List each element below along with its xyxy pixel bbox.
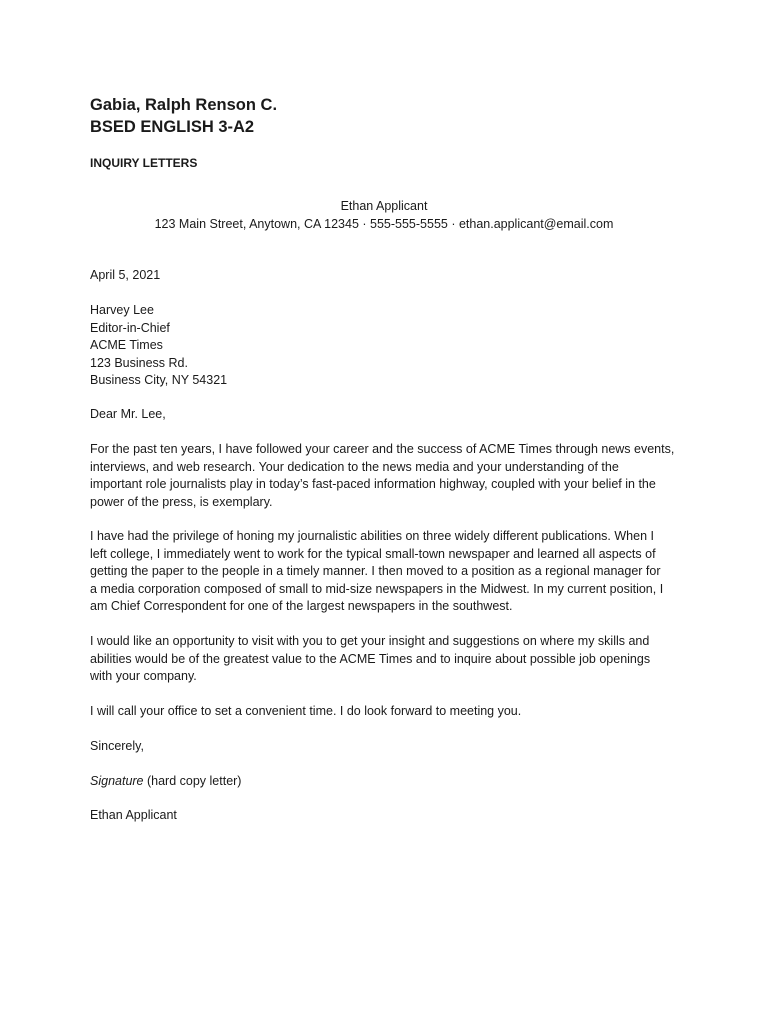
letter-date: April 5, 2021 xyxy=(90,268,161,282)
paragraph-line: abilities would be of the greatest value to the ACME Times and to inquire about possible job openings xyxy=(90,651,651,666)
recipient-title: Editor-in-Chief xyxy=(90,320,170,335)
paragraph-line: with your company. xyxy=(90,669,197,683)
paragraph-line: interviews, and web research. Your dedication to the news media and your understanding of the xyxy=(90,459,619,474)
salutation: Dear Mr. Lee, xyxy=(90,407,166,421)
body-paragraph-2 xyxy=(90,528,690,616)
paragraph-line: a media corporation composed of small to mid-size newspapers in the Midwest. In my current position, I xyxy=(90,581,664,596)
body-paragraph-4: I will call your office to set a convenient time. I do look forward to meeting you. xyxy=(90,704,522,718)
recipient-block xyxy=(90,302,690,390)
recipient-name: Harvey Lee xyxy=(90,303,154,317)
recipient-company: ACME Times xyxy=(90,338,163,352)
body-paragraph-1 xyxy=(90,441,690,511)
signature-line xyxy=(90,773,690,791)
body-paragraph-3 xyxy=(90,633,690,686)
recipient-street: 123 Business Rd. xyxy=(90,355,188,370)
sender-contact: 123 Main Street, Anytown, CA 12345 · 555-555-5555 · ethan.applicant@email.com xyxy=(154,217,614,231)
author-name: Gabia, Ralph Renson C. xyxy=(90,96,278,114)
paragraph-line: For the past ten years, I have followed your career and the success of ACME Times through news events, xyxy=(90,442,675,456)
closing-sincerely: Sincerely, xyxy=(90,739,144,753)
author-course: BSED ENGLISH 3-A2 xyxy=(90,118,255,136)
signature-note: (hard copy letter) xyxy=(143,774,242,788)
recipient-city: Business City, NY 54321 xyxy=(90,373,228,387)
sender-name: Ethan Applicant xyxy=(340,199,428,213)
paragraph-line: important role journalists play in today’s fast-paced information highway, coupled with your belief in the xyxy=(90,477,656,491)
signer-name: Ethan Applicant xyxy=(90,808,177,822)
signature-label: Signature xyxy=(90,774,144,788)
paragraph-line: am Chief Correspondent for one of the largest newspapers in the southwest. xyxy=(90,599,513,613)
paragraph-line: I would like an opportunity to visit with you to get your insight and suggestions on where my skills and xyxy=(90,634,650,648)
document-title: INQUIRY LETTERS xyxy=(90,156,198,170)
paragraph-line: power of the press, is exemplary. xyxy=(90,494,273,509)
paragraph-line: left college, I immediately went to work for the typical small-town newspaper and learned all aspects of xyxy=(90,546,656,561)
paragraph-line: getting the paper to the people in a timely manner. I then moved to a position as a regional manager for xyxy=(90,564,661,578)
paragraph-line: I have had the privilege of honing my journalistic abilities on three widely different publications. When I xyxy=(90,529,654,543)
